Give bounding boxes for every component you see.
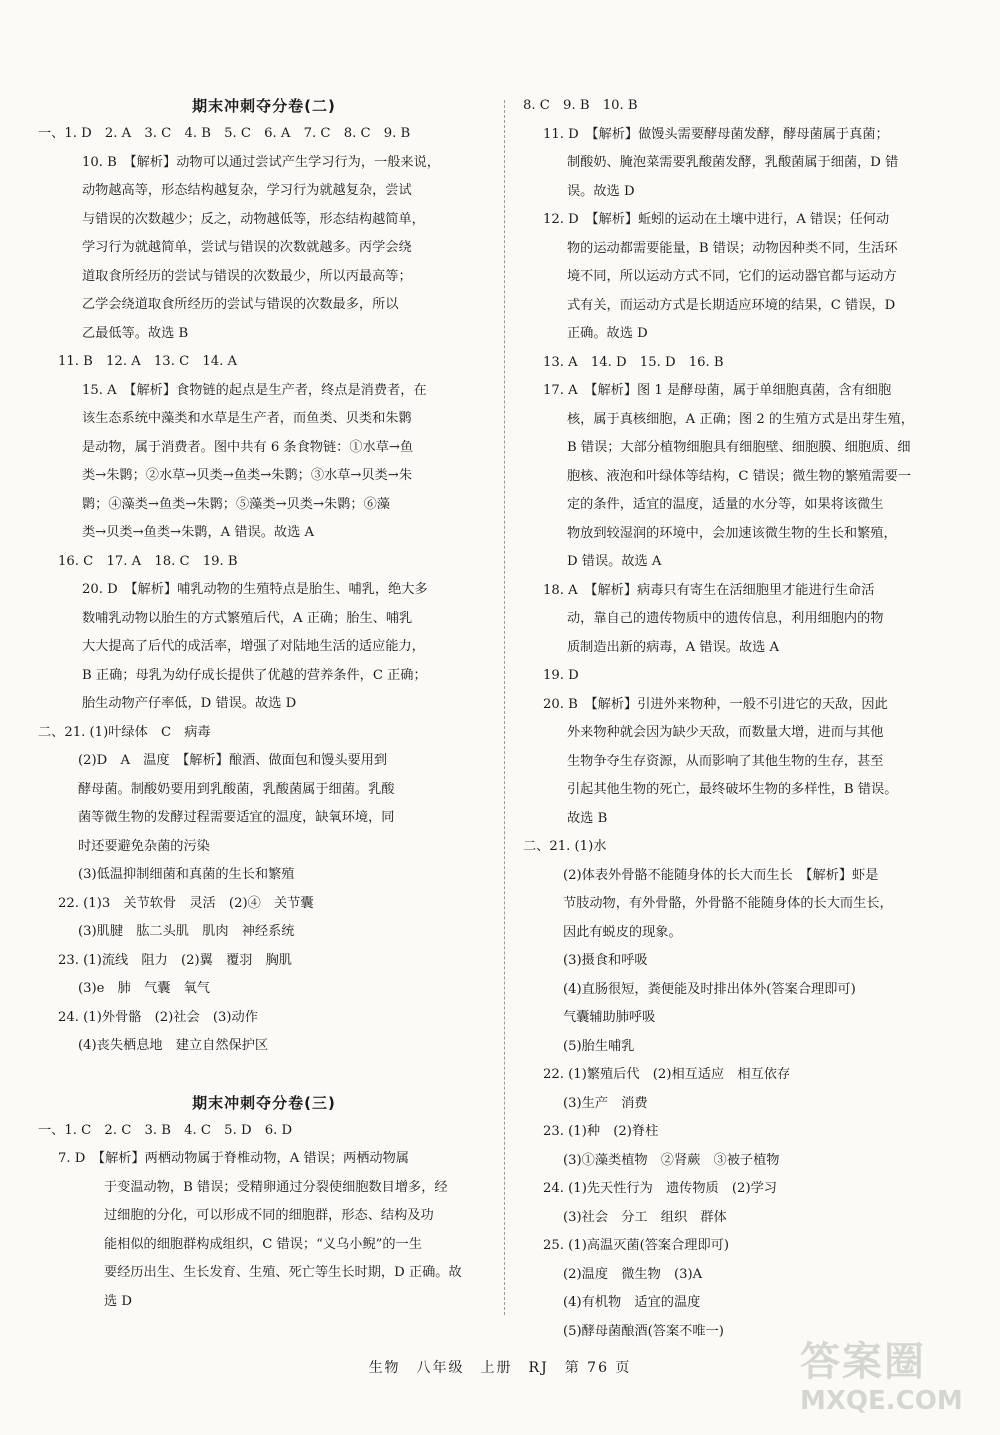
answer-line: 13. A 14. D 15. D 16. B <box>543 354 724 370</box>
page-footer: 生物 八年级 上册 RJ 第 76 页 <box>368 1360 632 1376</box>
answer-line: (5)胎生哺乳 <box>563 1038 635 1054</box>
answer-line: 乙最低等。故选 B <box>82 325 189 341</box>
answer-line: 与错误的次数越少；反之，动物越低等，形态结构越简单， <box>82 211 425 227</box>
answer-line: 大大提高了后代的成活率，增强了对陆地生活的适应能力， <box>82 639 425 654</box>
answer-line: 16. C 17. A 18. C 19. B <box>58 553 238 569</box>
answer-line: 酵母菌。制酸奶要用到乳酸菌，乳酸菌属于细菌。乳酸 <box>78 781 395 797</box>
right-column <box>523 92 968 1346</box>
answer-line: 学习行为就越简单，尝试与错误的次数就越多。丙学会绕 <box>82 240 412 255</box>
answer-line: 22. (1)3 关节软骨 灵活 (2)④ 关节囊 <box>58 895 314 911</box>
answer-line: 物放到较湿润的环境中，会加速该微生物的生长和繁殖， <box>567 525 897 541</box>
answer-line: (2)体表外骨骼不能随身体的长大而生长 【解析】虾是 <box>563 867 879 883</box>
answer-line: 动，靠自己的遗传物质中的遗传信息，利用细胞内的物 <box>567 611 884 626</box>
answer-line: (3)e 肺 气囊 氧气 <box>78 981 210 996</box>
answer-line: 过细胞的分化，可以形成不同的细胞群，形态、结构及功 <box>104 1208 434 1223</box>
answer-line: 一、1. C 2. C 3. B 4. C 5. D 6. D <box>38 1122 293 1138</box>
answer-line: 核，属于真核细胞，A 正确；图 2 的生殖方式是出芽生殖， <box>567 411 914 427</box>
answer-line: 类→贝类→鱼类→朱鹮，A 错误。故选 A <box>82 525 315 540</box>
answer-line: (4)丧失栖息地 建立自然保护区 <box>78 1038 269 1053</box>
answer-line: 因此有蜕皮的现象。 <box>563 924 682 940</box>
watermark-main-text: 答案圈 <box>800 1339 926 1385</box>
answer-line: 25. (1)高温灭菌(答案合理即可) <box>543 1238 730 1253</box>
section-title-exam-3: 期末冲刺夺分卷(三) <box>192 1093 336 1112</box>
answer-line: B 正确；母乳为幼仔成长提供了优越的营养条件，C 正确； <box>82 667 427 683</box>
section-title-exam-2: 期末冲刺夺分卷(二) <box>192 97 336 115</box>
answer-line: (2)D A 温度 【解析】酿酒、做面包和馒头要用到 <box>78 753 388 768</box>
answer-line: 数哺乳动物以胎生的方式繁殖后代，A 正确；胎生、哺乳 <box>82 610 413 626</box>
answer-line: 要经历出生、生长发育、生殖、死亡等生长时期，D 正确。故 <box>104 1265 462 1280</box>
answer-line: 17. A 【解析】图 1 是酵母菌，属于单细胞真菌，含有细胞 <box>543 383 892 398</box>
answer-line: (4)直肠很短，粪便能及时排出体外(答案合理即可) <box>563 981 856 997</box>
answer-line: 10. B 【解析】动物可以通过尝试产生学习行为，一般来说， <box>82 154 440 170</box>
section-gap <box>38 1061 490 1089</box>
answer-line: 菌等微生物的发酵过程需要适宜的温度，缺氧环境，同 <box>78 810 395 825</box>
column-divider <box>504 100 505 1315</box>
answer-line: 时还要避免杂菌的污染 <box>78 838 210 854</box>
answer-line: 22. (1)繁殖后代 (2)相互适应 相互依存 <box>543 1067 791 1082</box>
answer-line: 制酸奶、腌泡菜需要乳酸菌发酵，乳酸菌属于细菌，D 错 <box>567 155 899 170</box>
watermark-logo <box>800 1338 980 1428</box>
answer-line: 11. D 【解析】做馒头需要酵母菌发酵，酵母菌属于真菌； <box>543 126 889 142</box>
answer-line: 18. A 【解析】病毒只有寄生在活细胞里才能进行生命活 <box>543 582 875 598</box>
answer-line: 20. D 【解析】哺乳动物的生殖特点是胎生、哺乳，绝大多 <box>82 582 428 597</box>
answer-line: (3)肌腱 肱二头肌 肌肉 神经系统 <box>78 924 295 939</box>
left-column <box>38 92 490 1316</box>
answer-line: D 错误。故选 A <box>567 554 662 569</box>
answers-exam-2 <box>38 120 490 1061</box>
answer-line: 19. D <box>543 668 579 683</box>
answer-line: 物的运动都需要能量，B 错误；动物因种类不同，生活环 <box>567 240 898 256</box>
answer-line: (3)摄食和呼吸 <box>563 953 648 968</box>
answer-line: 乙学会绕道取食所经历的尝试与错误的次数最多，所以 <box>82 297 399 312</box>
answer-line: 12. D 【解析】蚯蚓的运动在土壤中进行，A 错误；任何动 <box>543 212 890 227</box>
answer-line: 23. (1)种 (2)脊柱 <box>543 1124 659 1139</box>
answer-line: B 错误；大部分植物细胞具有细胞壁、细胞膜、细胞质、细 <box>567 440 911 455</box>
answer-line: 20. B 【解析】引进外来物种，一般不引进它的天敌，因此 <box>543 696 888 712</box>
answer-line: 式有关，而运动方式是长期适应环境的结果，C 错误，D <box>567 297 896 313</box>
answer-line: 15. A 【解析】食物链的起点是生产者，终点是消费者，在 <box>82 382 427 398</box>
answer-line: 动物越高等，形态结构越复杂，学习行为就越复杂，尝试 <box>82 183 412 198</box>
answer-line: 二、21. (1)叶绿体 C 病毒 <box>38 724 211 740</box>
answer-line: 23. (1)流线 阻力 (2)翼 覆羽 胸肌 <box>58 952 292 968</box>
answer-line: 选 D <box>104 1293 132 1309</box>
answer-line: 该生态系统中藻类和水草是生产者，而鱼类、贝类和朱鹮 <box>82 411 412 426</box>
answer-line: (3)生产 消费 <box>563 1095 648 1111</box>
answer-line: 24. (1)先天性行为 遗传物质 (2)学习 <box>543 1181 777 1196</box>
answer-line: 胎生动物产仔率低，D 错误。故选 D <box>82 696 297 711</box>
answer-line: 是动物，属于消费者。图中共有 6 条食物链：①水草→鱼 <box>82 439 414 455</box>
answer-line: 故选 B <box>567 810 608 826</box>
answers-exam-3-part-1 <box>38 1117 490 1317</box>
answer-line: 24. (1)外骨骼 (2)社会 (3)动作 <box>58 1009 258 1025</box>
answer-line: (2)温度 微生物 (3)A <box>563 1266 703 1282</box>
answer-line: 二、21. (1)水 <box>523 839 607 854</box>
answer-line: 定的条件，适宜的温度，适量的水分等，如果将该微生 <box>567 497 884 512</box>
answer-line: 质制造出新的病毒，A 错误。故选 A <box>567 639 780 655</box>
answer-line: 7. D 【解析】两栖动物属于脊椎动物，A 错误；两栖动物属 <box>58 1151 409 1166</box>
answer-line: 8. C 9. B 10. B <box>523 98 638 113</box>
answer-line: (4)有机物 适宜的温度 <box>563 1295 701 1310</box>
answer-line: 境不同，所以运动方式不同，它们的运动器官都与运动方 <box>567 269 897 284</box>
answer-line: 11. B 12. A 13. C 14. A <box>58 354 238 369</box>
answer-line: (3)社会 分工 组织 群体 <box>563 1209 727 1225</box>
answer-line: (3)低温抑制细菌和真菌的生长和繁殖 <box>78 867 295 882</box>
answer-line: (5)酵母菌酿酒(答案不唯一) <box>563 1323 724 1339</box>
answer-line: 道取食所经历的尝试与错误的次数最少，所以丙最高等； <box>82 268 412 284</box>
answer-line: 引起其他生物的死亡，最终破坏生物的多样性，B 错误。 <box>567 782 898 797</box>
answer-line: 鹮；④藻类→鱼类→朱鹮；⑤藻类→贝类→朱鹮；⑥藻 <box>82 496 390 512</box>
answer-line: 生物争夺生存资源，从而影响了其他生物的生存，甚至 <box>567 753 884 769</box>
answer-line: 胞核、液泡和叶绿体等结构，C 错误；微生物的繁殖需要一 <box>567 468 911 484</box>
answer-line: 外来物种就会因为缺少天敌，而数量大增，进而与其他 <box>567 725 884 740</box>
answers-exam-3-part-2 <box>523 92 968 1346</box>
answer-line: 节肢动物，有外骨骼，外骨骼不能随身体的长大而生长， <box>563 896 893 911</box>
answer-line: 于变温动物，B 错误；受精卵通过分裂使细胞数目增多，经 <box>104 1179 448 1195</box>
answer-line: 误。故选 D <box>567 183 635 199</box>
watermark-sub-text: MXQE.COM <box>800 1386 963 1416</box>
answer-line: 一、1. D 2. A 3. C 4. B 5. C 6. A 7. C 8. C 9. B <box>38 126 411 141</box>
answer-line: 气囊辅助肺呼吸 <box>563 1010 656 1025</box>
answer-line: 能相似的细胞群构成组织，C 错误；“义乌小鲵”的一生 <box>104 1236 422 1252</box>
answer-line: 类→朱鹮；②水草→贝类→鱼类→朱鹮；③水草→贝类→朱 <box>82 468 413 483</box>
answer-line: (3)①藻类植物 ②肾蕨 ③被子植物 <box>563 1152 780 1168</box>
answer-line: 正确。故选 D <box>567 326 648 341</box>
